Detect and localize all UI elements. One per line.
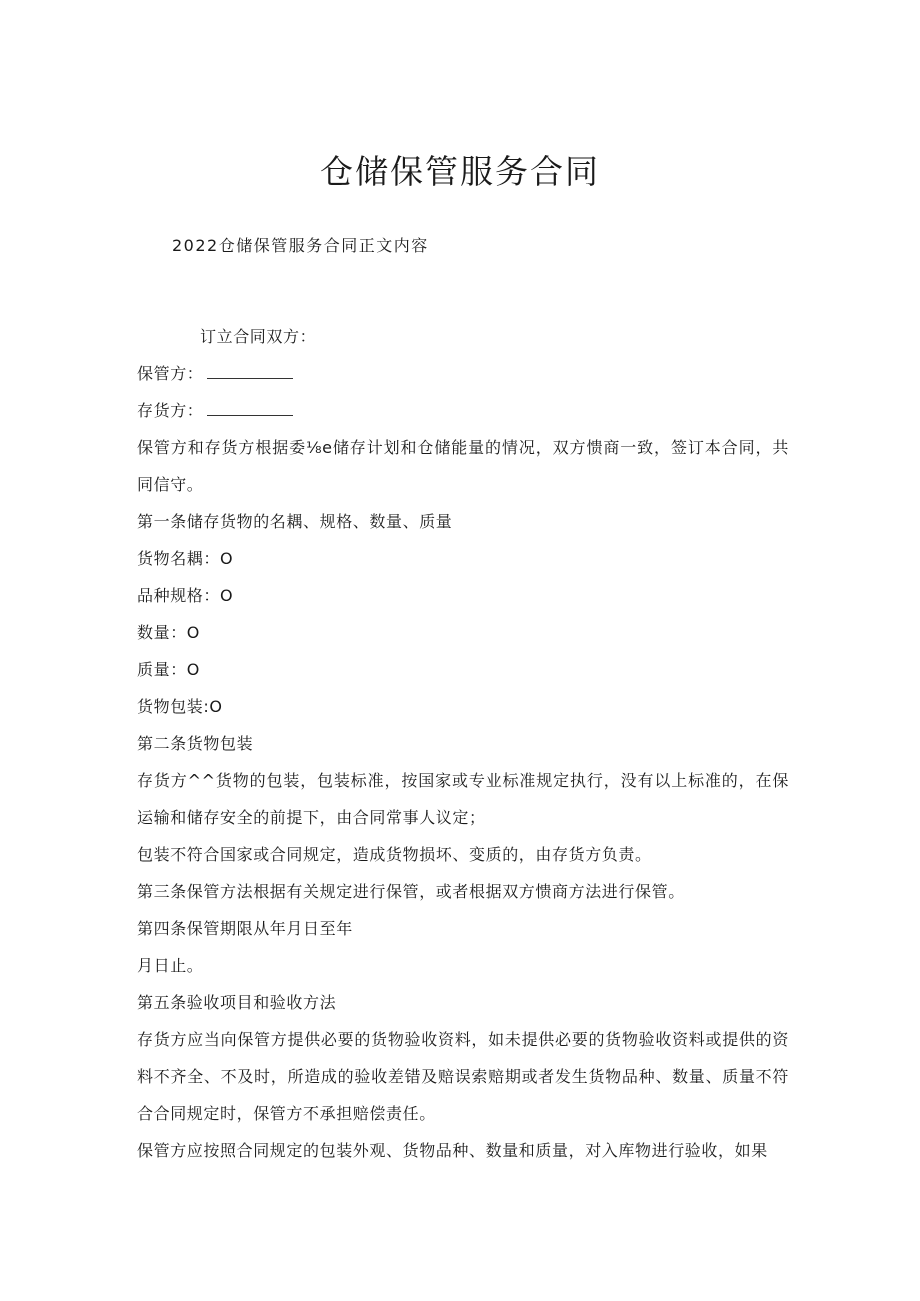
keeper-line — [137, 355, 789, 392]
packaging: 货物包装:O — [137, 697, 223, 716]
quality: 质量：O — [137, 660, 200, 679]
article4-line-1: 第四条保管期限从年月日至年 — [137, 919, 353, 938]
intro-paragraph: 保管方和存货方根据委⅛e储存计划和仓储能量的情况，双方愦商一致，签订本合同，共同信守。 — [137, 438, 789, 494]
goods-name: 货物名耦：O — [137, 549, 234, 568]
article5-paragraph-2: 保管方应按照合同规定的包装外观、货物品种、数量和质量，对入库物进行验收，如果 — [137, 1141, 768, 1160]
article2-paragraph-2: 包装不符合国家或合同规定，造成货物损坏、变质的，由存货方负责。 — [137, 845, 652, 864]
article3: 第三条保管方法根据有关规定进行保管，或者根据双方愦商方法进行保管。 — [137, 882, 685, 901]
article5-paragraph-1: 存货方应当向保管方提供必要的货物验收资料，如未提供必要的货物验收资料或提供的资料不齐全、不及时，所造成的验收差错及赔误索赔期或者发生货物品种、数量、质量不符合合同规定时，保管方不承担赔偿责任。 — [137, 1030, 789, 1123]
depositor-blank — [207, 401, 293, 416]
variety-spec: 品种规格：O — [137, 586, 234, 605]
article2-title: 第二条货物包装 — [137, 734, 254, 753]
document-subtitle: 2022仓储保管服务合同正文内容 — [172, 236, 429, 255]
keeper-label: 保管方： — [137, 364, 204, 383]
article5-title: 第五条验收项目和验收方法 — [137, 993, 337, 1012]
article4-line-2: 月日止。 — [137, 956, 204, 975]
article1-title: 第一条储存货物的名耦、规格、数量、质量 — [137, 512, 453, 531]
document-title: 仓储保管服务合同 — [320, 152, 600, 191]
article2-paragraph-1: 存货方^^货物的包装，包装标准，按国家或专业标准规定执行，没有以上标准的，在保运输和储存安全的前提下，由合同常事人议定； — [137, 771, 789, 827]
document-body — [137, 318, 789, 1169]
quantity: 数量：O — [137, 623, 200, 642]
depositor-label: 存货方： — [137, 401, 204, 420]
parties-heading: 订立合同双方： — [200, 327, 317, 346]
keeper-blank — [207, 364, 293, 379]
depositor-line — [137, 392, 789, 429]
